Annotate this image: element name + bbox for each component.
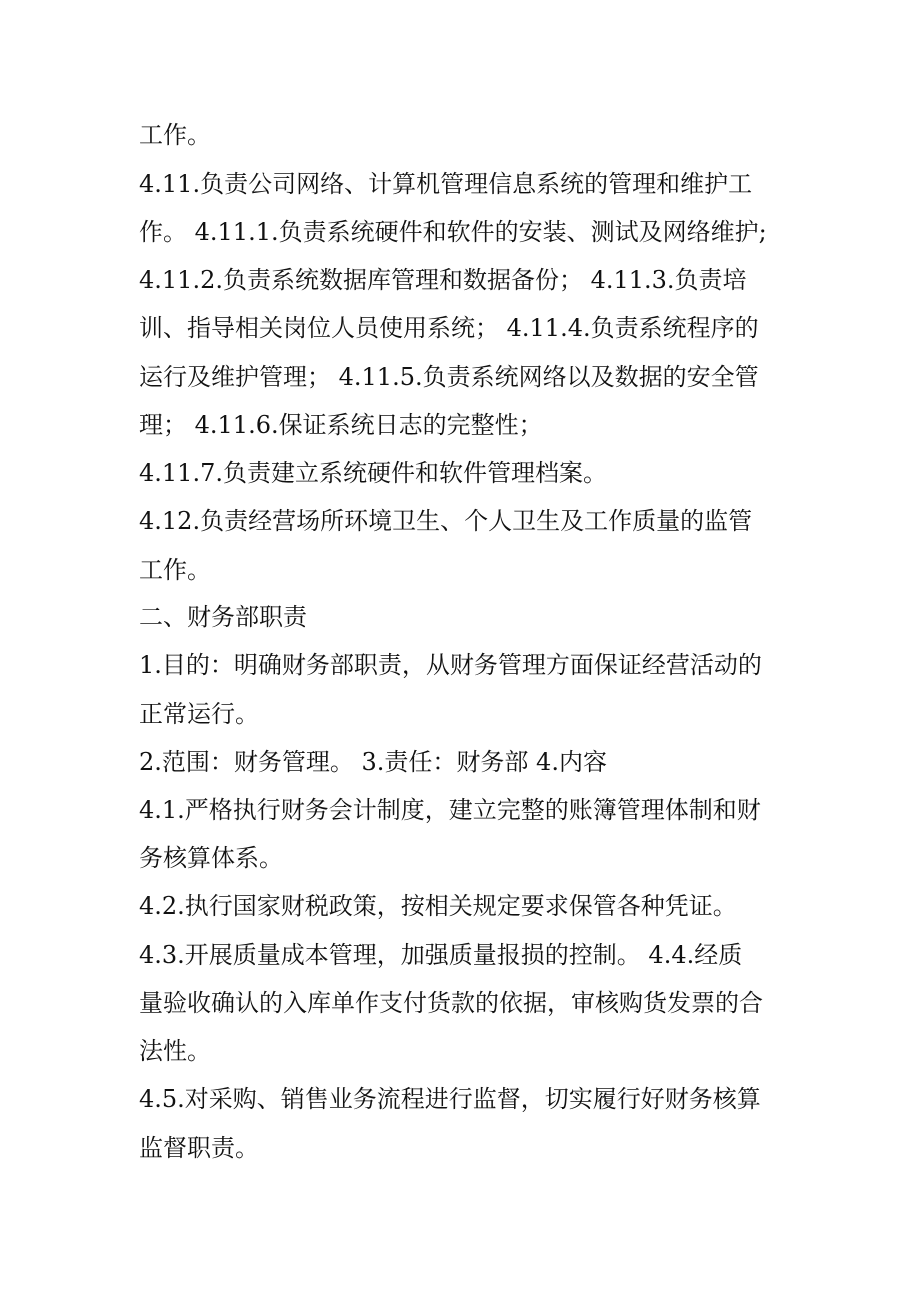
text-line: 4.11.负责公司网络、计算机管理信息系统的管理和维护工 (139, 170, 753, 198)
text-line: 1.目的：明确财务部职责，从财务管理方面保证经营活动的 (139, 651, 762, 679)
text-line: 监督职责。 (139, 1134, 259, 1162)
text-line: 4.11.2.负责系统数据库管理和数据备份； 4.11.3.负责培 (139, 266, 747, 294)
text-line: 理； 4.11.6.保证系统日志的完整性； (139, 411, 543, 439)
text-line: 4.11.7.负责建立系统硬件和软件管理档案。 (139, 459, 607, 487)
text-line: 量验收确认的入库单作支付货款的依据，审核购货发票的合 (139, 989, 763, 1017)
text-line: 运行及维护管理； 4.11.5.负责系统网络以及数据的安全管 (139, 363, 759, 391)
text-line: 正常运行。 (139, 700, 259, 728)
text-line: 4.3.开展质量成本管理，加强质量报损的控制。 4.4.经质 (139, 941, 743, 969)
text-line: 工作。 (139, 121, 211, 149)
text-line: 作。 4.11.1.负责系统硬件和软件的安装、测试及网络维护; (139, 218, 767, 246)
text-line: 4.5.对采购、销售业务流程进行监督，切实履行好财务核算 (139, 1085, 761, 1113)
section-heading: 二、财务部职责 (139, 603, 307, 631)
text-line: 4.2.执行国家财税政策，按相关规定要求保管各种凭证。 (139, 892, 737, 920)
text-line: 工作。 (139, 556, 211, 584)
text-line: 训、指导相关岗位人员使用系统； 4.11.4.负责系统程序的 (139, 314, 759, 342)
text-line: 4.12.负责经营场所环境卫生、个人卫生及工作质量的监管 (139, 507, 753, 535)
text-line: 4.1.严格执行财务会计制度，建立完整的账簿管理体制和财 (139, 796, 761, 824)
text-line: 2.范围：财务管理。 3.责任：财务部 4.内容 (139, 748, 607, 776)
text-line: 法性。 (139, 1037, 211, 1065)
text-line: 务核算体系。 (139, 844, 283, 872)
